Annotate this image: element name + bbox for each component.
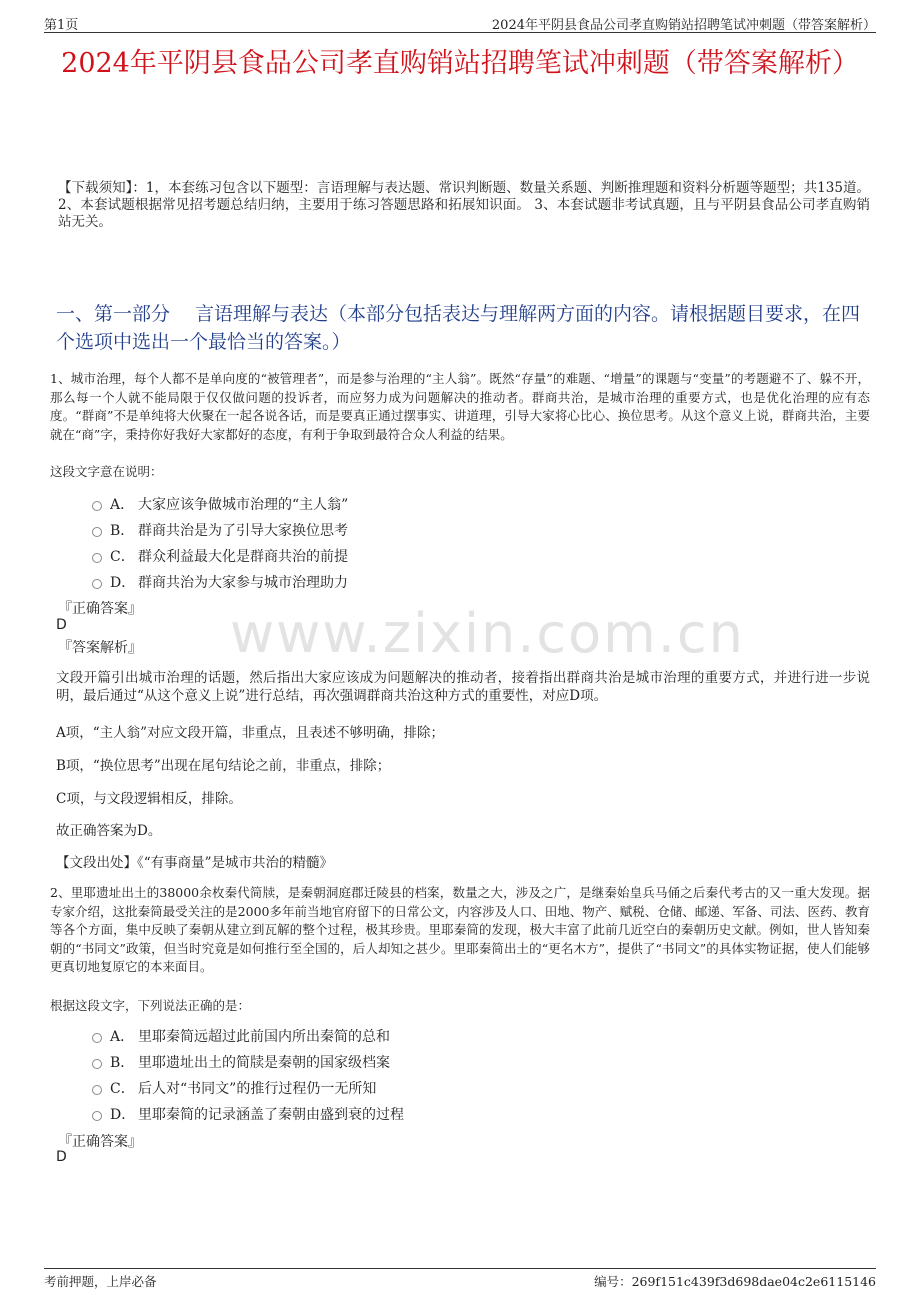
question-1-prompt: 这段文字意在说明： <box>50 464 163 479</box>
option-c[interactable]: C． 后人对“书同文”的推行过程仍一无所知 <box>92 1076 592 1102</box>
section-heading: 一、第一部分 言语理解与表达（本部分包括表达与理解两方面的内容。请根据题目要求，在四个选项中选出一个最恰当的答案。） <box>56 303 861 353</box>
page-number: 第1页 <box>44 18 79 33</box>
watermark: www.zixin.com.cn <box>230 602 745 665</box>
radio-icon[interactable] <box>92 1085 102 1095</box>
question-1-options <box>92 492 592 596</box>
conclusion: 故正确答案为D。 <box>56 823 162 839</box>
correct-answer-label: 『正确答案』 <box>58 1134 142 1150</box>
question-2-prompt: 根据这段文字，下列说法正确的是： <box>50 998 251 1013</box>
option-b[interactable]: B． 群商共治是为了引导大家换位思考 <box>92 518 592 544</box>
option-a[interactable]: A． 里耶秦简远超过此前国内所出秦简的总和 <box>92 1024 592 1050</box>
question-2-options <box>92 1024 592 1128</box>
option-d[interactable]: D． 里耶秦简的记录涵盖了秦朝由盛到衰的过程 <box>92 1102 592 1128</box>
analysis-label: 『答案解析』 <box>58 640 142 656</box>
footer-slogan: 考前押题，上岸必备 <box>44 1274 157 1289</box>
radio-icon[interactable] <box>92 1059 102 1069</box>
download-notice: 【下载须知】：1，本套练习包含以下题型：言语理解与表达题、常识判断题、数量关系题、判断推理题和资料分析题等题型；共135道。 2、本套试题根据常见招考题总结归纳，主要用于练习答题思路和拓展知识面。 3、本套试题非考试真题，且与平阴县食品公司孝直购销站无关。 <box>58 180 870 230</box>
passage-source: 【文段出处】《“有事商量”是城市共治的精髓》 <box>56 855 334 871</box>
document-id: 编号：269f151c439f3d698dae04c2e6115146 <box>594 1274 876 1289</box>
option-a[interactable]: A． 大家应该争做城市治理的“主人翁” <box>92 492 592 518</box>
option-c-note: C项，与文段逻辑相反，排除。 <box>56 791 242 807</box>
correct-answer-label: 『正确答案』 <box>58 601 142 617</box>
radio-icon[interactable] <box>92 527 102 537</box>
option-b[interactable]: B． 里耶遗址出土的简牍是秦朝的国家级档案 <box>92 1050 592 1076</box>
question-1-text: 1、城市治理，每个人都不是单向度的“被管理者”，而是参与治理的“主人翁”。既然“存量”的难题、“增量”的课题与“变量”的考题避不了、躲不开，那么每一个人就不能局限于仅仅做问题的投诉者，而应努力成为问题解决的推动者。群商共治，是城市治理的重要方式，也是优化治理的应有态度。“群商”不是单纯将大伙聚在一起各说各话，而是要真正通过摆事实、讲道理，引导大家将心比心、换位思考。从这个意义上说，群商共治，主要就在“商”字，秉持你好我好大家都好的态度，有利于争取到最符合众人利益的结果。 <box>50 371 870 442</box>
correct-answer: D <box>56 617 67 633</box>
page-header <box>44 12 876 33</box>
analysis-text: 文段开篇引出城市治理的话题，然后指出大家应该成为问题解决的推动者，接着指出群商共治是城市治理的重要方式，并进行进一步说明，最后通过“从这个意义上说”进行总结，再次强调群商共治这种方式的重要性，对应D项。 <box>56 670 870 704</box>
radio-icon[interactable] <box>92 501 102 511</box>
question-2-text: 2、里耶遗址出土的38000余枚秦代简牍，是秦朝洞庭郡迁陵县的档案，数量之大，涉及之广，是继秦始皇兵马俑之后秦代考古的又一重大发现。据专家介绍，这批秦简最受关注的是2000多年前当地官府留下的日常公文，内容涉及人口、田地、物产、赋税、仓储、邮递、军备、司法、医药、教育等各个方面，集中反映了秦朝从建立到瓦解的整个过程，极其珍贵。里耶秦简的发现，极大丰富了此前几近空白的秦朝历史文献。例如，世人皆知秦朝的“书同文”政策，但当时究竟是如何推行至全国的，后人却知之甚少。里耶秦简出土的“更名木方”，提供了“书同文”的具体实物证据，使人们能够更真切地复原它的本来面目。 <box>50 885 870 974</box>
radio-icon[interactable] <box>92 1033 102 1043</box>
document-title: 2024年平阴县食品公司孝直购销站招聘笔试冲刺题（带答案解析） <box>61 48 859 79</box>
radio-icon[interactable] <box>92 579 102 589</box>
radio-icon[interactable] <box>92 553 102 563</box>
radio-icon[interactable] <box>92 1111 102 1121</box>
option-a-note: A项，“主人翁”对应文段开篇，非重点，且表述不够明确，排除； <box>56 725 445 741</box>
option-b-note: B项，“换位思考”出现在尾句结论之前，非重点，排除； <box>56 758 391 774</box>
running-title: 2024年平阴县食品公司孝直购销站招聘笔试冲刺题（带答案解析） <box>491 18 876 33</box>
option-c[interactable]: C． 群众利益最大化是群商共治的前提 <box>92 544 592 570</box>
correct-answer: D <box>56 1149 67 1165</box>
option-d[interactable]: D． 群商共治为大家参与城市治理助力 <box>92 570 592 596</box>
page-footer <box>44 1268 876 1289</box>
